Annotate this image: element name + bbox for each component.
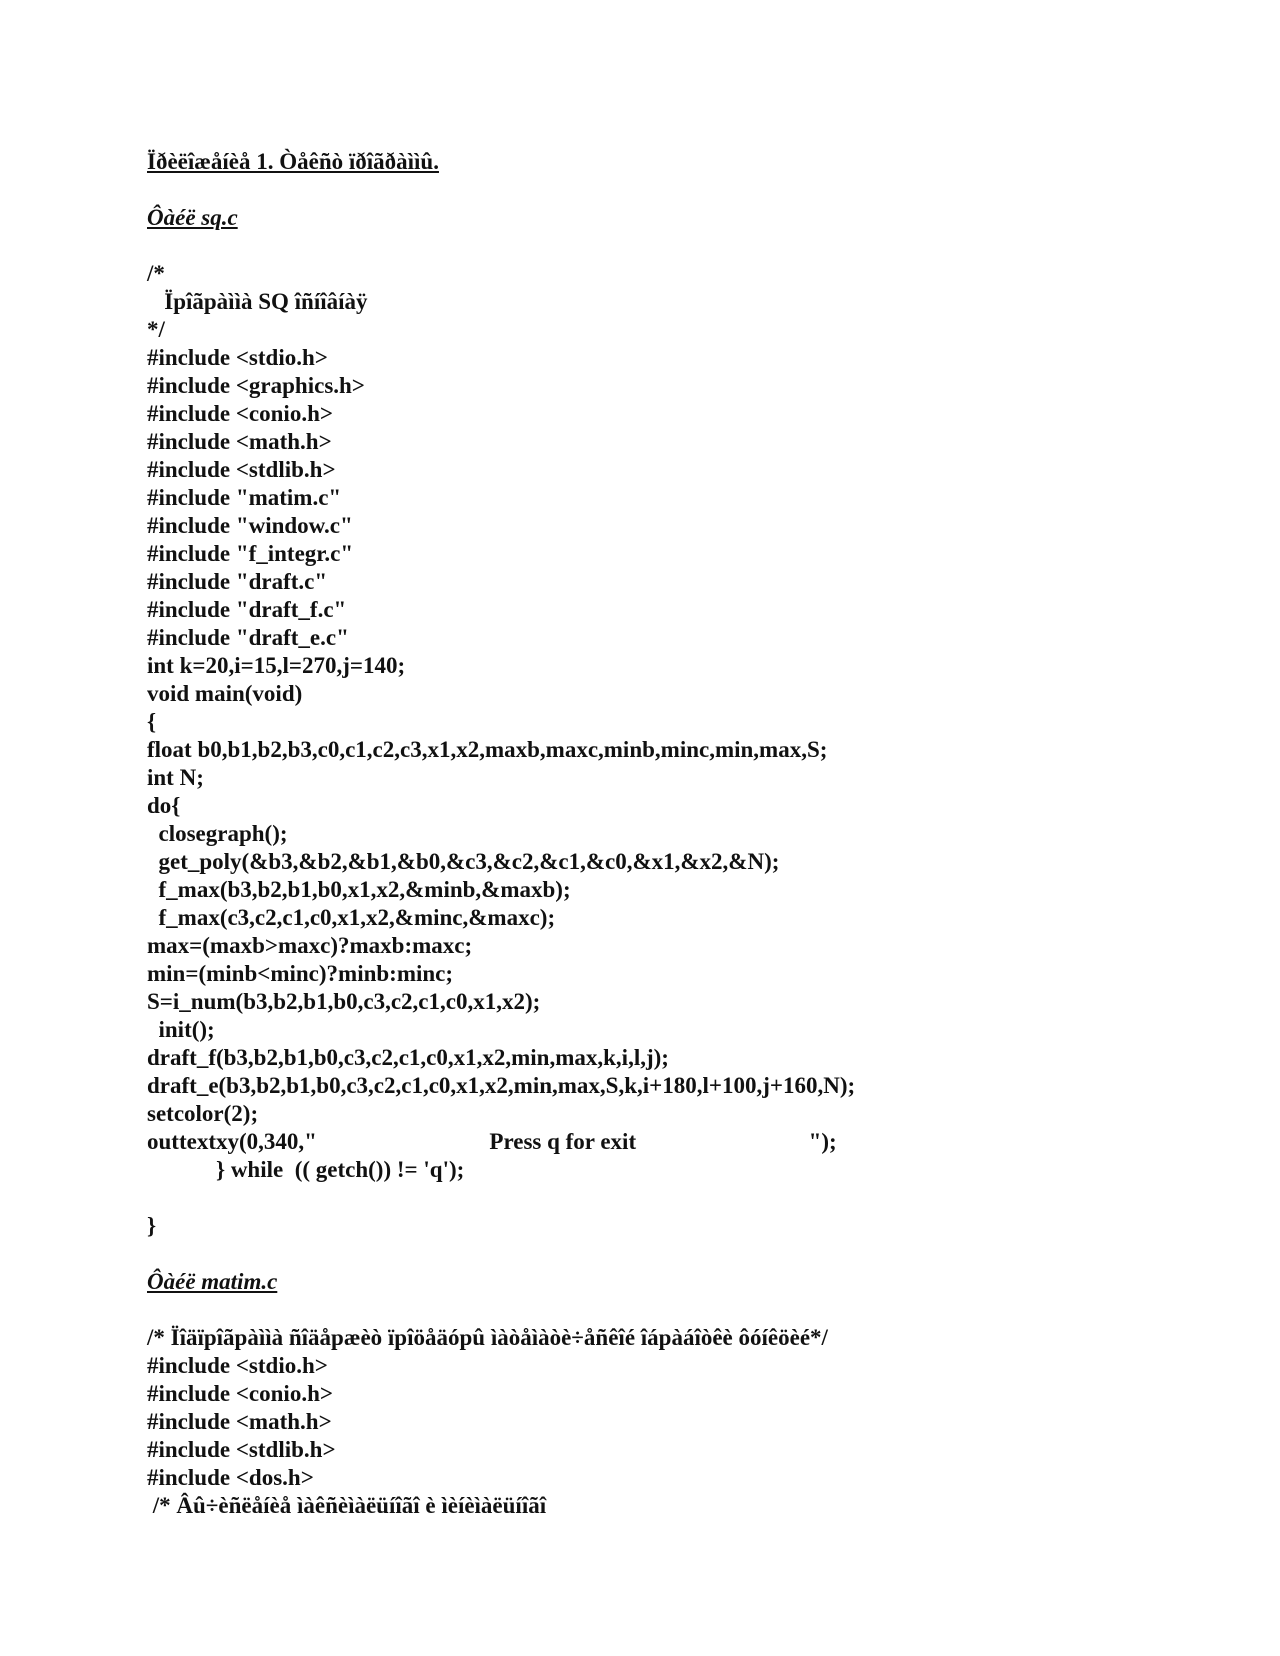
code-line: get_poly(&b3,&b2,&b1,&b0,&c3,&c2,&c1,&c0,&x1,&x2,&N); [147, 849, 780, 874]
code-line: #include "window.c" [147, 513, 353, 538]
code-line: #include <stdio.h> [147, 1353, 328, 1378]
code-line: Ïpîãpàììà SQ îñíîâíàÿ [147, 289, 368, 314]
code-line: #include <conio.h> [147, 1381, 333, 1406]
spacer [147, 232, 1207, 260]
code-line: #include <dos.h> [147, 1465, 314, 1490]
code-line: #include <graphics.h> [147, 373, 365, 398]
appendix-title: Ïðèëîæåíèå 1. Òåêñò ïðîãðàììû. [147, 149, 439, 174]
code-line: int N; [147, 765, 204, 790]
code-line: #include <math.h> [147, 1409, 332, 1434]
code-line: min=(minb<minc)?minb:minc; [147, 961, 454, 986]
code-line: #include <conio.h> [147, 401, 333, 426]
code-line: #include "f_integr.c" [147, 541, 354, 566]
code-line: f_max(c3,c2,c1,c0,x1,x2,&minc,&maxc); [147, 905, 556, 930]
code-line: draft_f(b3,b2,b1,b0,c3,c2,c1,c0,x1,x2,min,max,k,i,l,j); [147, 1045, 669, 1070]
code-line: #include "draft_e.c" [147, 625, 349, 650]
code-line: float b0,b1,b2,b3,c0,c1,c2,c3,x1,x2,maxb,maxc,minb,minc,min,max,S; [147, 737, 828, 762]
code-line [147, 1184, 1207, 1212]
code-line: setcolor(2); [147, 1101, 259, 1126]
code-line: int k=20,i=15,l=270,j=140; [147, 653, 406, 678]
spacer [147, 176, 1207, 204]
code-line: draft_e(b3,b2,b1,b0,c3,c2,c1,c0,x1,x2,min,max,S,k,i+180,l+100,j+160,N); [147, 1073, 856, 1098]
file-heading: Ôàéë matim.c [147, 1269, 278, 1294]
code-line: #include "draft_f.c" [147, 597, 347, 622]
code-line: /* Ïîäïpîãpàììà ñîäåpæèò ïpîöåäópû ìàòåìàòè÷åñêîé îápàáîòêè ôóíêöèé*/ [147, 1325, 828, 1350]
document-body [147, 148, 1207, 1520]
code-line: } [147, 1213, 157, 1238]
code-line: init(); [147, 1017, 215, 1042]
code-line: void main(void) [147, 681, 303, 706]
code-line: { [147, 709, 157, 734]
code-line: */ [147, 317, 165, 342]
code-line: max=(maxb>maxc)?maxb:maxc; [147, 933, 473, 958]
file-heading: Ôàéë sq.c [147, 205, 238, 230]
code-line: closegraph(); [147, 821, 288, 846]
spacer [147, 1296, 1207, 1324]
code-line: outtextxy(0,340," Press q for exit "); [147, 1129, 837, 1154]
code-line: #include "matim.c" [147, 485, 342, 510]
file-listings [147, 204, 1207, 1520]
code-line: /* [147, 261, 165, 286]
spacer [147, 1240, 1207, 1268]
code-line: #include <stdlib.h> [147, 1437, 336, 1462]
code-line: f_max(b3,b2,b1,b0,x1,x2,&minb,&maxb); [147, 877, 571, 902]
code-line: #include <stdlib.h> [147, 457, 336, 482]
code-line: #include <stdio.h> [147, 345, 328, 370]
code-line: #include "draft.c" [147, 569, 328, 594]
code-line: } while (( getch()) != 'q'); [147, 1157, 465, 1182]
code-line: do{ [147, 793, 181, 818]
code-line: S=i_num(b3,b2,b1,b0,c3,c2,c1,c0,x1,x2); [147, 989, 541, 1014]
code-line: /* Âû÷èñëåíèå ìàêñèìàëüíîãî è ìèíèìàëüíîãî [147, 1493, 547, 1518]
code-line: #include <math.h> [147, 429, 332, 454]
